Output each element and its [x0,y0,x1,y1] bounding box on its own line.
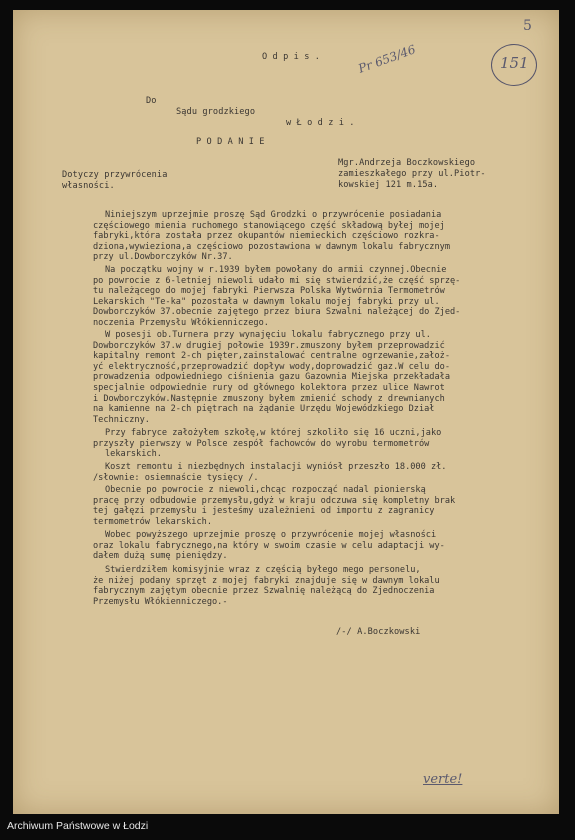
paragraph-line: Dowborczyków 37.w drugiej połowie 1939r.zmuszony byłem przeprowadzić [93,340,445,351]
paragraph-line: fabryki,która została przez okupantów niemieckich częściowo rozkra- [93,231,440,242]
paragraph-line: prowadzenia odpowiedniego ciśnienia gazu Gazownia Miejska przekładała [93,372,450,383]
paragraph-line: Przemysłu Włókienniczego.- [93,596,228,607]
paragraph-line: dałem dużą sumę pieniędzy. [93,551,228,562]
paragraph-line: Techniczny. [93,414,150,425]
paragraph-5 [93,462,553,483]
addressee-court: Sądu grodzkiego [176,107,256,117]
circled-number: 151 [500,54,529,72]
paragraph-line: /słownie: osiemnaście tysięcy /. [93,472,259,483]
page-number: 5 [523,18,532,34]
paragraph-line: yć elektryczność,przeprowadzić dopływ wody,doprowadzić gaz.W celu do- [93,361,450,372]
paragraph-line: W posesji ob.Turnera przy wynajęciu lokalu fabrycznego przy ul. [105,330,431,340]
sender-line-2: zamieszkałego przy ul.Piotr- [338,169,486,179]
paragraph-line: kapitalny remont 2-ch pięter,zainstalować centralne ogrzewanie,założ- [93,351,450,362]
paragraph-line: noczenia Przemysłu Włókienniczego. [93,317,269,328]
archive-footer [0,814,575,840]
document-heading: P O D A N I E [196,137,265,147]
paragraph-line: Na początku wojny w r.1939 byłem powołany do armii czynnej.Obecnie [105,265,447,275]
paragraph-line: specjalnie odpowiednie rury od głównego kolektora przez ulice Nawrot [93,382,445,393]
paragraph-line: Koszt remontu i niezbędnych instalacji wyniósł przeszło 18.000 zł. [105,462,447,472]
document-page [13,10,559,814]
subject-line-1: Dotyczy przywrócenia [62,170,168,180]
signature: /-/ A.Boczkowski [336,627,421,637]
paragraph-1 [93,210,553,263]
paragraph-line: i Dowborczyków.Następnie zmuszony byłem zmienić schody z drewnianych [93,393,445,404]
paragraph-line: tej gałęzi przemysłu i jesteśmy uzależnieni od importu z zagranicy [93,506,435,517]
paragraph-2 [93,265,553,329]
paragraph-3 [93,330,553,425]
sender-line-1: Mgr.Andrzeja Boczkowskiego [338,158,476,168]
paragraph-line: dziona,wywieziona,a częściowo pozostawiona w dawnym lokalu fabrycznym [93,241,450,252]
paragraph-line: oraz lokalu fabrycznego,na który w swoim czasie w celu adaptacji wy- [93,540,445,551]
paragraph-8 [93,565,553,607]
paragraph-line: przy ul.Dowborczyków Nr.37. [93,252,233,263]
paragraph-line: Dowborczyków 37.obecnie zajętego przez biura Szwalni należącej do Zjed- [93,307,461,318]
verte-note: verte! [423,772,463,787]
paragraph-line: na kamienne na 2-ch piętrach na żądanie Urzędu Wojewódzkiego Dział [93,404,435,415]
paragraph-line: pracę przy odbudowie przemysłu,gdyż w kraju odczuwa się kompletny brak [93,495,456,506]
handwritten-reference: Pr 653/46 [356,42,418,76]
paragraph-4 [93,428,553,460]
addressee-do: Do [146,96,157,106]
sender-line-3: kowskiej 121 m.15a. [338,180,439,190]
paragraph-line: że niżej podany sprzęt z mojej fabryki znajduje się w dawnym lokalu [93,575,440,586]
paragraph-line: Niniejszym uprzejmie proszę Sąd Grodzki o przywrócenie posiadania [105,210,442,220]
paragraph-line: po powrocie z 6-letniej niewoli udało mi się stwierdzić,że część sprzę- [93,275,461,286]
paragraph-line: Obecnie po powrocie z niewoli,chcąc rozpocząć nadal pionierską [105,485,426,495]
paragraph-line: Lekarskich "Te-ka" pozostała w dawnym lokalu mojej fabryki przy ul. [93,296,440,307]
paragraph-7 [93,530,553,562]
paragraph-6 [93,485,553,527]
paragraph-line: tu należącego do mojej fabryki Pierwsza Polska Wytwórnia Termometrów [93,286,445,297]
paragraph-line: Wobec powyższego uprzejmie proszę o przywrócenie mojej własności [105,530,437,540]
paragraph-line: częściowego mienia ruchomego stanowiącego część składową byłej mojej [93,220,445,231]
paragraph-line: Stwierdziłem komisyjnie wraz z częścią byłego mego personelu, [105,565,421,575]
paragraph-line: fabrycznym zajętym obecnie przez Szwalnię należącą do Zjednoczenia [93,586,435,597]
archive-name: Archiwum Państwowe w Łodzi [7,820,149,832]
paragraph-line: lekarskich. [105,449,162,460]
paragraph-line: Przy fabryce założyłem szkołę,w której szkoliło się 16 uczni,jako [105,428,442,438]
paragraph-line: przyszły pierwszy w Polsce zespół fachowców do wyrobu termometrów [93,438,430,449]
addressee-city: w Ł o d z i . [286,118,355,128]
document-title: O d p i s . [262,52,321,62]
subject-line-2: własności. [62,181,115,191]
paragraph-line: termometrów lekarskich. [93,516,212,527]
